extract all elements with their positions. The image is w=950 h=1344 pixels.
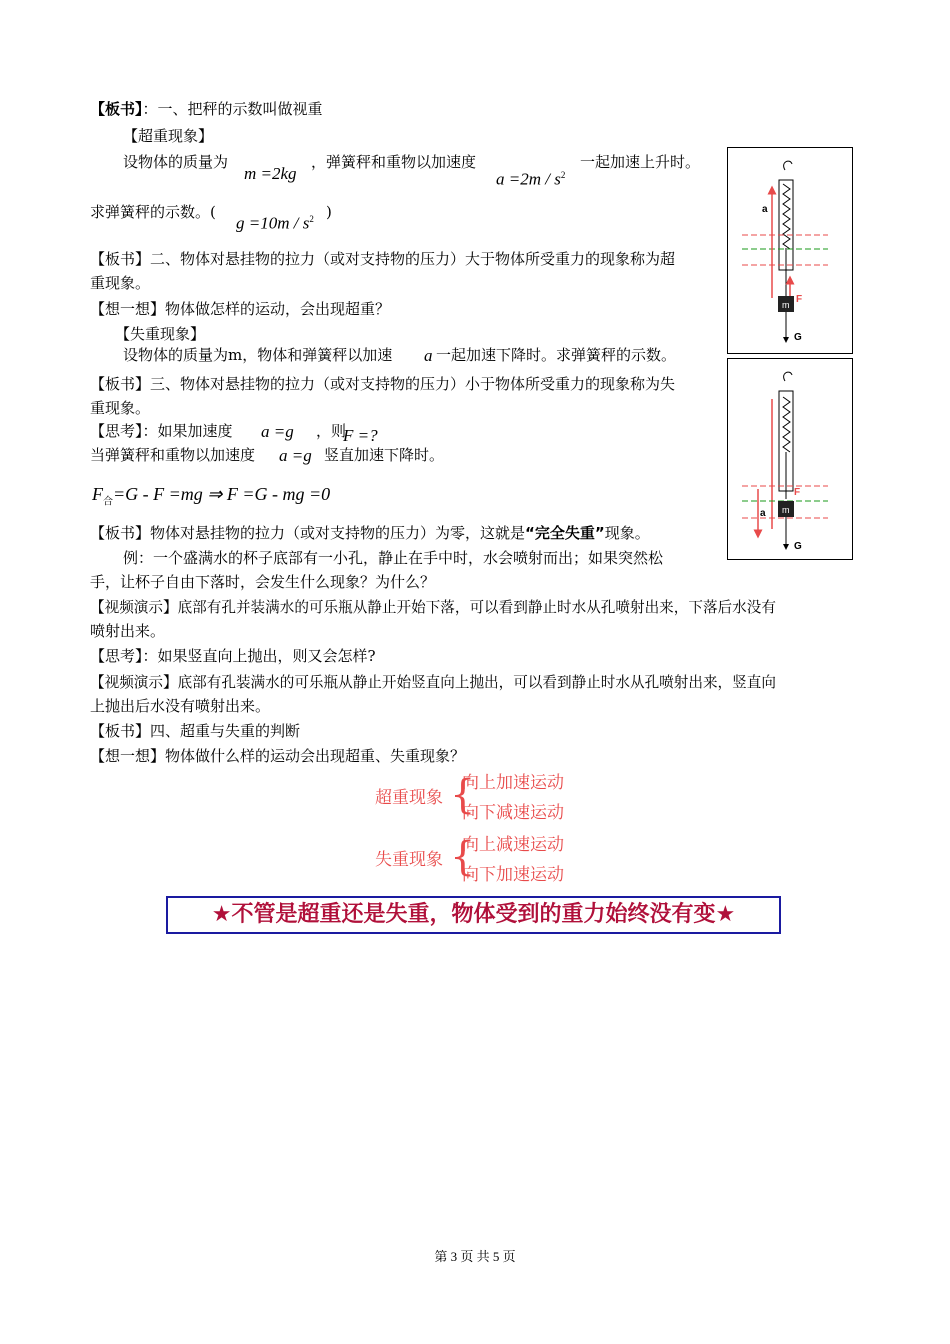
formula-net-force [92, 484, 330, 513]
line-4-b: ) [326, 203, 332, 221]
line-4-a: 求弹簧秤的示数。( [90, 203, 216, 221]
spring-coil-2 [783, 397, 790, 452]
line-3-c: 一起加速上升时。 [580, 153, 701, 171]
line-22: 上抛出后水没有喷射出来。 [90, 697, 271, 715]
complete-weightless: “完全失重” [525, 524, 605, 542]
formula-acceleration [496, 165, 565, 190]
overweight-label: 超重现象 [375, 788, 443, 808]
conclusion-banner: ★不管是超重还是失重，物体受到的重力始终没有变★ [166, 896, 781, 934]
line-24: 【想一想】物体做什么样的运动会出现超重、失重现象？ [90, 747, 466, 765]
line-12-b: ，则 [316, 422, 347, 440]
formula-acceleration-main: a =2m / s [496, 169, 561, 189]
label-a-2: a [760, 508, 766, 519]
figure-overweight [727, 147, 853, 354]
line-21: 【视频演示】底部有孔装满水的可乐瓶从静止开始竖直向上抛出，可以看到静止时水从孔喷射出来，竖直向 [90, 674, 776, 691]
formula-F: F =? [343, 426, 378, 445]
hook-icon-2 [784, 372, 792, 381]
line-13-b: 竖直加速下降时。 [324, 446, 445, 464]
overweight-item-1: 向上加速运动 [462, 773, 564, 793]
label-a: a [762, 204, 768, 215]
label-F: F [796, 294, 803, 305]
line-4 [90, 202, 216, 223]
line-1 [90, 99, 323, 120]
line-18: 【视频演示】底部有孔并装满水的可乐瓶从静止开始下落，可以看到静止时水从孔喷射出来，下落后水没有 [90, 599, 776, 616]
formula-net-sub: 合 [103, 496, 113, 508]
formula-acceleration-sup: 2 [560, 170, 566, 180]
line-17: 手，让杯子自由下落时，会发生什么现象？为什么？ [90, 573, 436, 591]
label-m-2: m [782, 505, 790, 515]
line-3 [123, 152, 228, 173]
line-15-c: 现象。 [604, 524, 650, 542]
line-20: 【思考】：如果竖直向上抛出，则又会怎样? [90, 647, 376, 665]
line-23: 【板书】四、超重与失重的判断 [90, 722, 301, 740]
line-3-b: ，弹簧秤和重物以加速度 [311, 153, 477, 171]
formula-net-F: F [92, 484, 103, 504]
spring-coil [783, 184, 790, 249]
figure-overweight-svg [728, 148, 852, 353]
formula-gravity [236, 209, 314, 234]
line-15 [90, 523, 650, 544]
formula-a-eq-g-2: a =g [279, 446, 312, 465]
formula-net-eq: =G - F =mg ⇒ F =G - mg =0 [113, 484, 331, 504]
formula-a-eq-g: a =g [261, 422, 294, 441]
line-6: 重现象。 [90, 274, 151, 292]
heading-weightless: 【失重现象】 [115, 325, 206, 343]
label-m: m [782, 300, 790, 310]
formula-mass: m =2kg [244, 164, 297, 183]
overweight-item-2: 向下减速运动 [462, 803, 564, 823]
weightless-item-1: 向上减速运动 [462, 835, 564, 855]
brace-overweight: { [450, 772, 476, 818]
weightless-label: 失重现象 [375, 850, 443, 870]
heading-overweight: 【超重现象】 [123, 127, 214, 145]
formula-gravity-main: g =10m / s [236, 213, 310, 233]
line-9-a: 设物体的质量为m，物体和弹簧秤以加速 [123, 346, 393, 364]
label-G: G [794, 332, 802, 343]
label-G-2: G [794, 541, 802, 552]
line-7: 【想一想】物体做怎样的运动，会出现超重？ [90, 300, 391, 318]
hook-icon [784, 161, 792, 170]
line-16: 例：一个盛满水的杯子底部有一小孔，静止在手中时，水会喷射而出；如果突然松 [123, 549, 664, 567]
brace-weightless: { [450, 834, 476, 880]
line-15-a: 【板书】物体对悬挂物的拉力（或对支持物的压力）为零，这就是 [90, 524, 526, 542]
line-13-a: 当弹簧秤和重物以加速度 [90, 446, 256, 464]
line-9-b: 一起加速下降时。求弹簧秤的示数。 [436, 346, 677, 364]
tag-board: 【板书】 [90, 100, 143, 118]
line-12-a: 【思考】：如果加速度 [90, 422, 233, 440]
figure-weightless [727, 358, 853, 560]
figure-weightless-svg [728, 359, 852, 559]
line-5: 【板书】二、物体对悬挂物的拉力（或对支持物的压力）大于物体所受重力的现象称为超 [90, 250, 676, 268]
line-3-a: 设物体的质量为 [123, 153, 229, 171]
formula-gravity-sup: 2 [309, 214, 314, 224]
label-F-2: F [794, 487, 801, 498]
formula-a: a [424, 346, 433, 365]
line-19: 喷射出来。 [90, 622, 166, 640]
line-10: 【板书】三、物体对悬挂物的拉力（或对支持物的压力）小于物体所受重力的现象称为失 [90, 375, 676, 393]
weightless-item-2: 向下加速运动 [462, 865, 564, 885]
line-11: 重现象。 [90, 399, 151, 417]
line-1-text: ：一、把秤的示数叫做视重 [142, 100, 323, 118]
page-footer: 第 3 页 共 5 页 [434, 1249, 516, 1264]
